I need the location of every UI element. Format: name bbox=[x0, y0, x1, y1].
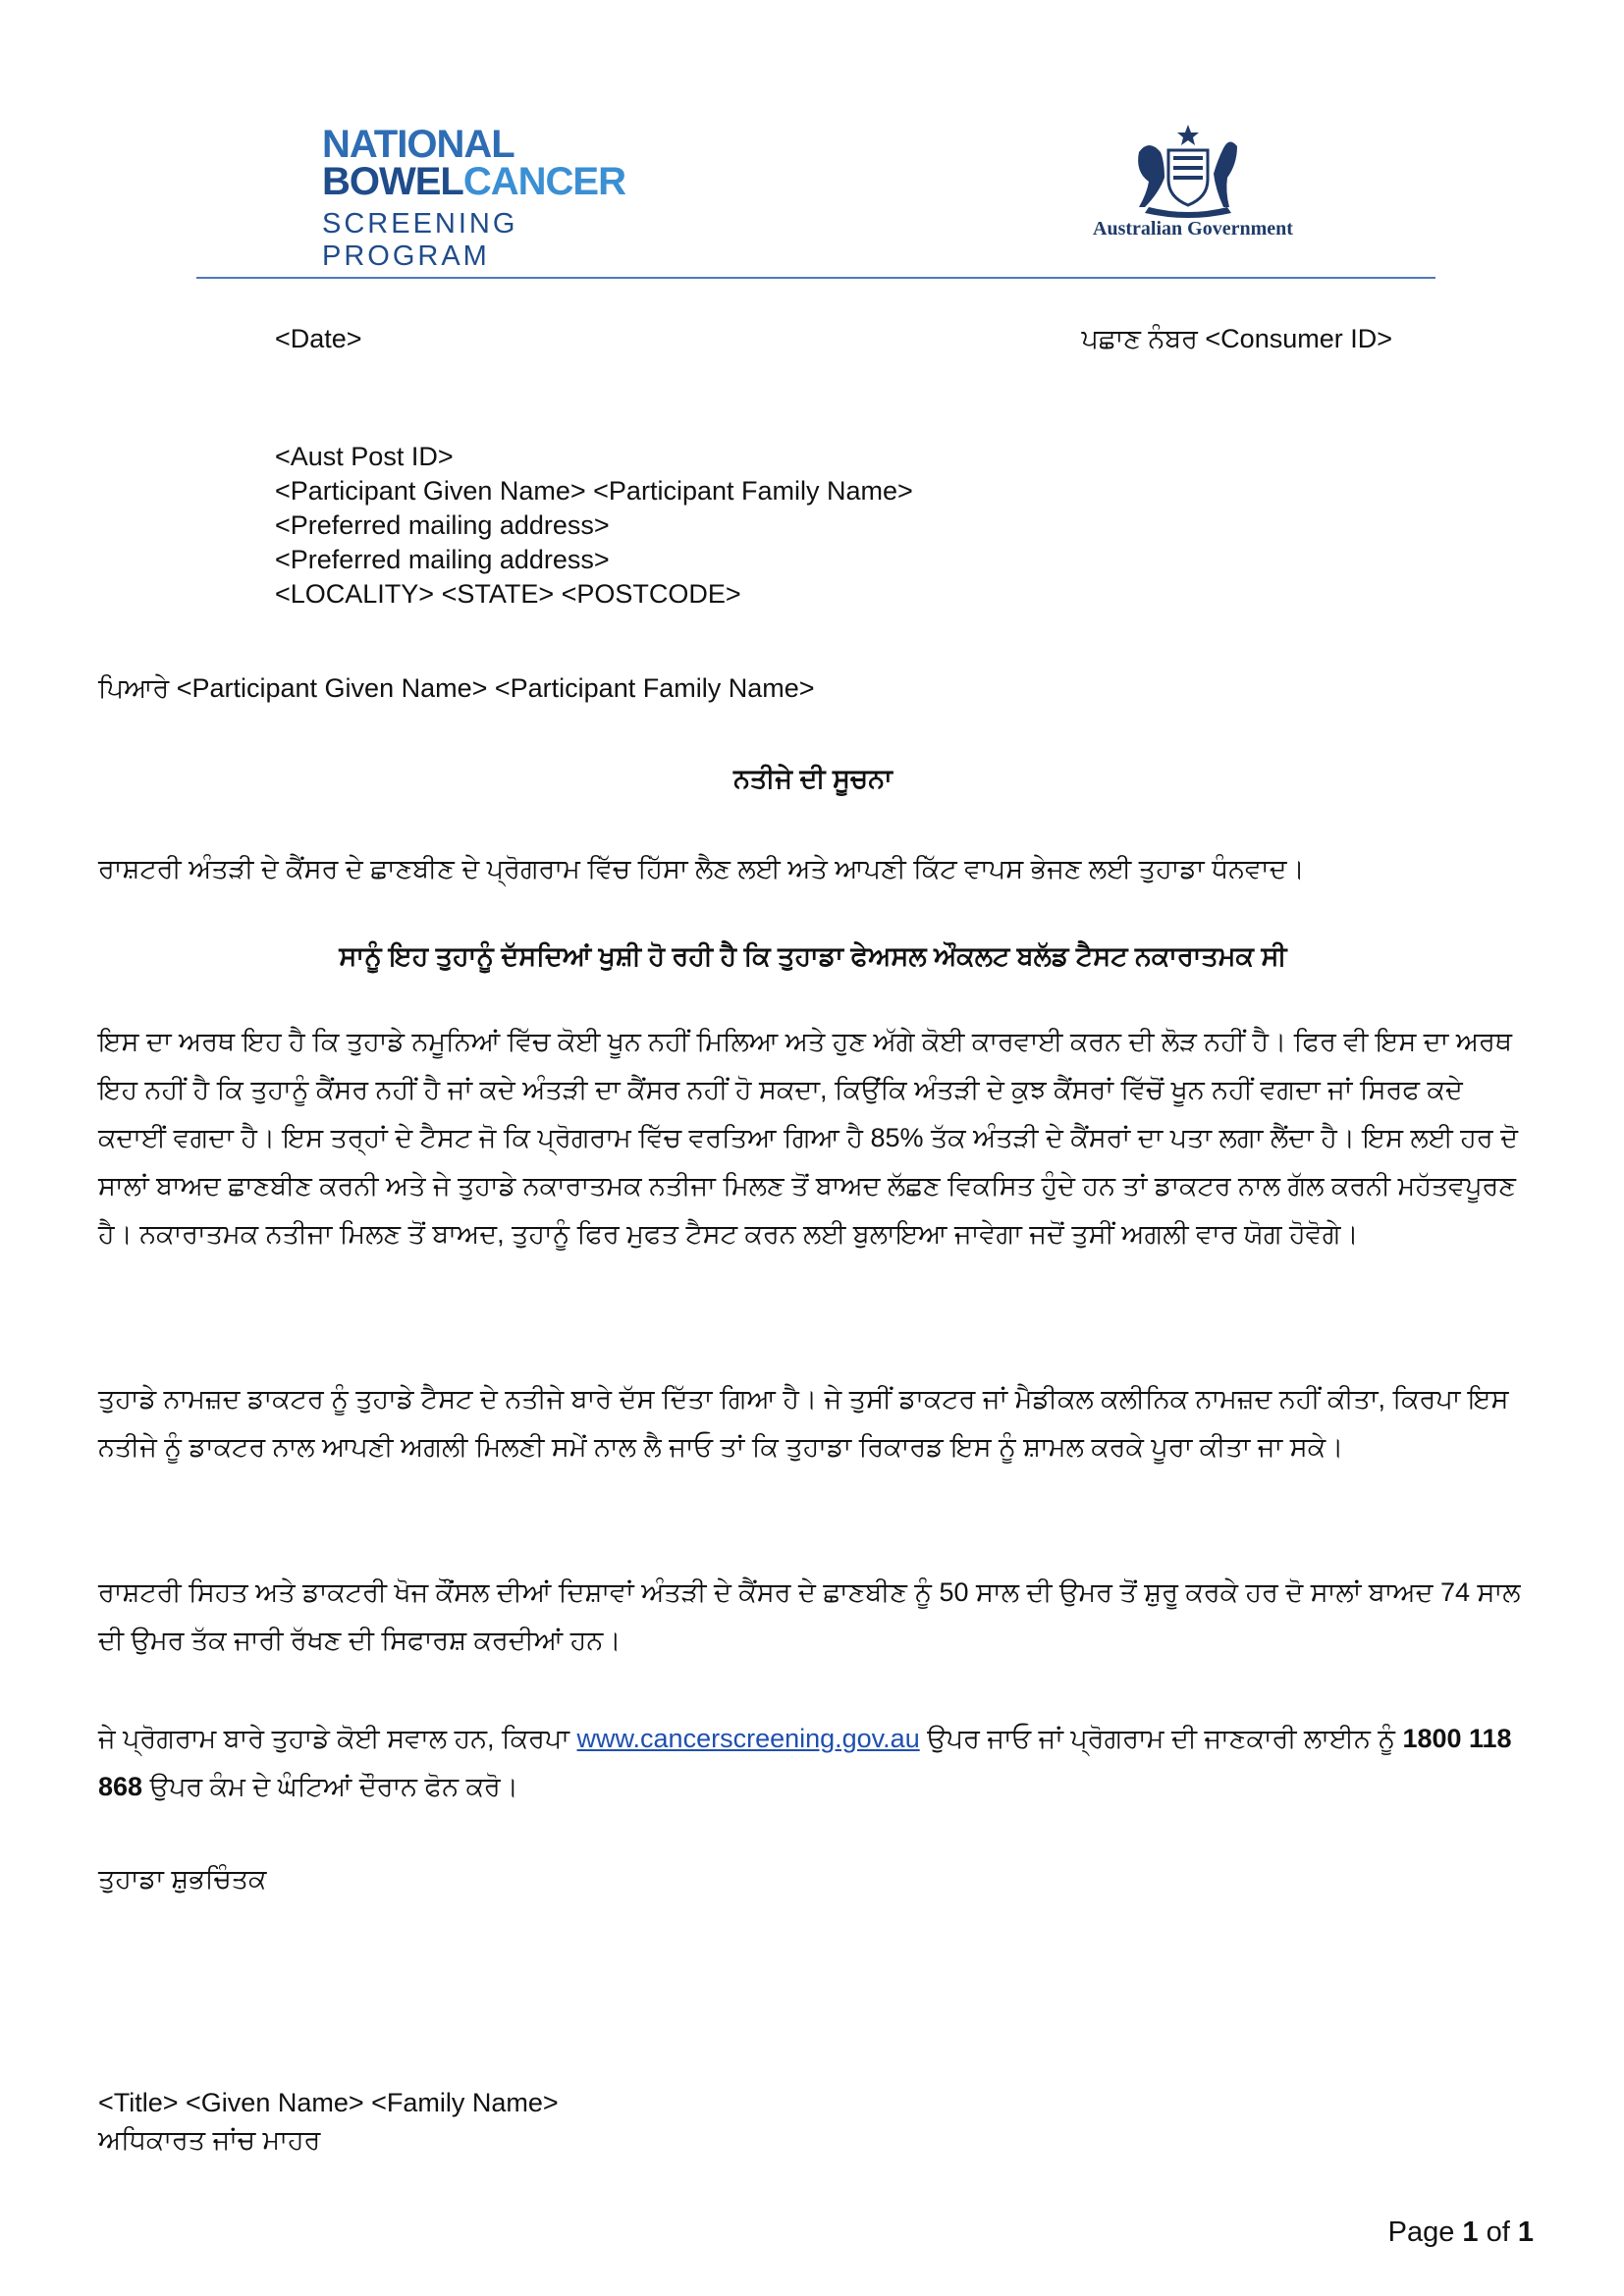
page-label: Page bbox=[1387, 2216, 1463, 2248]
logo-line-2a: BOWEL bbox=[322, 160, 463, 203]
body-paragraph-1: ਇਸ ਦਾ ਅਰਥ ਇਹ ਹੈ ਕਿ ਤੁਹਾਡੇ ਨਮੂਨਿਆਂ ਵਿੱਚ ਕੋਈ ਖੂਨ ਨਹੀਂ ਮਿਲਿਆ ਅਤੇ ਹੁਣ ਅੱਗੇ ਕੋਈ ਕਾਰਵਾਈ ਕਰਨ ਦੀ ਲੋੜ ਨਹੀਂ ਹੈ। ਫਿਰ ਵੀ ਇਸ ਦਾ ਅਰਥ ਇਹ ਨਹੀਂ ਹੈ ਕਿ ਤੁਹਾਨੂੰ ਕੈਂਸਰ ਨਹੀਂ ਹੈ ਜਾਂ ਕਦੇ ਅੰਤੜੀ ਦਾ ਕੈਂਸਰ ਨਹੀਂ ਹੋ ਸਕਦਾ, ਕਿਉਂਕਿ ਅੰਤੜੀ ਦੇ ਕੁਝ ਕੈਂਸਰਾਂ ਵਿੱਚੋਂ ਖੂਨ ਨਹੀਂ ਵਗਦਾ ਜਾਂ ਸਿਰਫ ਕਦੇ ਕਦਾਈਂ ਵਗਦਾ ਹੈ। ਇਸ ਤਰ੍ਹਾਂ ਦੇ ਟੈਸਟ ਜੋ ਕਿ ਪ੍ਰੋਗਰਾਮ ਵਿੱਚ ਵਰਤਿਆ ਗਿਆ ਹੈ 85% ਤੱਕ ਅੰਤੜੀ ਦੇ ਕੈਂਸਰਾਂ ਦਾ ਪਤਾ ਲਗਾ ਲੈਂਦਾ ਹੈ। ਇਸ ਲਈ ਹਰ ਦੋ ਸਾਲਾਂ ਬਾਅਦ ਛਾਣਬੀਣ ਕਰਨੀ ਅਤੇ ਜੇ ਤੁਹਾਡੇ ਨਕਾਰਾਤਮਕ ਨਤੀਜਾ ਮਿਲਣ ਤੋਂ ਬਾਅਦ ਲੱਛਣ ਵਿਕਸਿਤ ਹੁੰਦੇ ਹਨ ਤਾਂ ਡਾਕਟਰ ਨਾਲ ਗੱਲ ਕਰਨੀ ਮਹੱਤਵਪੂਰਣ ਹੈ। ਨਕਾਰਾਤਮਕ ਨਤੀਜਾ ਮਿਲਣ ਤੋਂ ਬਾਅਦ, ਤੁਹਾਨੂੰ ਫਿਰ ਮੁਫਤ ਟੈਸਟ ਕਰਨ ਲਈ ਬੁਲਾਇਆ ਜਾਵੇਗਾ ਜਦੋਂ ਤੁਸੀਂ ਅਗਲੀ ਵਾਰ ਯੋਗ ਹੋਵੋਗੇ। bbox=[98, 1027, 1518, 1249]
page-total: 1 bbox=[1517, 2216, 1534, 2248]
logo-line-2 bbox=[322, 160, 695, 203]
address-block bbox=[275, 440, 913, 612]
para4-text: ਉਪਰ ਜਾਓ ਜਾਂ ਪ੍ਰੋਗਰਾਮ ਦੀ ਜਾਣਕਾਰੀ ਲਾਈਨ ਨੂੰ bbox=[919, 1724, 1403, 1753]
page-number bbox=[1388, 2216, 1534, 2249]
header-divider bbox=[196, 277, 1435, 279]
salutation: ਪਿਆਰੇ <Participant Given Name> <Participant Family Name> bbox=[98, 673, 815, 703]
phone-number: 1800 118 868 bbox=[98, 1724, 1512, 1801]
logo-line-2b: CANCER bbox=[462, 160, 625, 203]
address-line: <Preferred mailing address> bbox=[275, 545, 610, 574]
consumer-id: ਪਛਾਣ ਨੰਬਰ <Consumer ID> bbox=[1081, 324, 1392, 353]
website-link[interactable]: www.cancerscreening.gov.au bbox=[576, 1724, 920, 1753]
para4-text: ਜੇ ਪ੍ਰੋਗਰਾਮ ਬਾਰੇ ਤੁਹਾਡੇ ਕੋਈ ਸਵਾਲ ਹਨ, ਕਿਰਪਾ bbox=[98, 1724, 577, 1753]
para4-text: ਉਪਰ ਕੰਮ ਦੇ ਘੰਟਿਆਂ ਦੌਰਾਨ ਫੋਨ ਕਰੋ। bbox=[142, 1772, 518, 1801]
body-paragraph-3: ਰਾਸ਼ਟਰੀ ਸਿਹਤ ਅਤੇ ਡਾਕਟਰੀ ਖੋਜ ਕੌਂਸਲ ਦੀਆਂ ਦਿਸ਼ਾਵਾਂ ਅੰਤੜੀ ਦੇ ਕੈਂਸਰ ਦੇ ਛਾਣਬੀਣ ਨੂੰ 50 ਸਾਲ ਦੀ ਉਮਰ ਤੋਂ ਸ਼ੁਰੂ ਕਰਕੇ ਹਰ ਦੋ ਸਾਲਾਂ ਬਾਅਦ 74 ਸਾਲ ਦੀ ਉਮਰ ਤੱਕ ਜਾਰੀ ਰੱਖਣ ਦੀ ਸਿਫਾਰਸ਼ ਕਰਦੀਆਂ ਹਨ। bbox=[98, 1577, 1521, 1655]
page-of-label: of bbox=[1478, 2216, 1518, 2248]
closing: ਤੁਹਾਡਾ ਸ਼ੁਭਚਿੰਤਕ bbox=[98, 1864, 267, 1894]
signatory-name: <Title> <Given Name> <Family Name> bbox=[98, 2088, 559, 2117]
government-label: Australian Government bbox=[1093, 218, 1293, 240]
date-field: <Date> bbox=[275, 324, 362, 353]
page-current: 1 bbox=[1462, 2216, 1479, 2248]
address-line: <Aust Post ID> bbox=[275, 442, 454, 471]
logo-line-3: SCREENING PROGRAM bbox=[322, 208, 518, 272]
signatory-role: ਅਧਿਕਾਰਤ ਜਾਂਚ ਮਾਹਰ bbox=[98, 2125, 321, 2155]
thanks-paragraph: ਰਾਸ਼ਟਰੀ ਅੰਤੜੀ ਦੇ ਕੈਂਸਰ ਦੇ ਛਾਣਬੀਣ ਦੇ ਪ੍ਰੋਗਰਾਮ ਵਿੱਚ ਹਿੱਸਾ ਲੈਣ ਲਈ ਅਤੇ ਆਪਣੀ ਕਿੱਟ ਵਾਪਸ ਭੇਜਣ ਲਈ ਤੁਹਾਡਾ ਧੰਨਵਾਦ। bbox=[98, 854, 1305, 883]
address-line: <Preferred mailing address> bbox=[275, 510, 610, 540]
letter-heading: ਨਤੀਜੇ ਦੀ ਸੂਚਨਾ bbox=[733, 764, 893, 793]
result-heading: ਸਾਨੂੰ ਇਹ ਤੁਹਾਨੂੰ ਦੱਸਦਿਆਂ ਖੁਸ਼ੀ ਹੋ ਰਹੀ ਹੈ ਕਿ ਤੁਹਾਡਾ ਫੇਅਸਲ ਔਕਲਟ ਬਲੱਡ ਟੈਸਟ ਨਕਾਰਾਤਮਕ ਸੀ bbox=[339, 941, 1287, 971]
address-line: <LOCALITY> <STATE> <POSTCODE> bbox=[275, 579, 741, 609]
body-paragraph-2: ਤੁਹਾਡੇ ਨਾਮਜ਼ਦ ਡਾਕਟਰ ਨੂੰ ਤੁਹਾਡੇ ਟੈਸਟ ਦੇ ਨਤੀਜੇ ਬਾਰੇ ਦੱਸ ਦਿੱਤਾ ਗਿਆ ਹੈ। ਜੇ ਤੁਸੀਂ ਡਾਕਟਰ ਜਾਂ ਮੈਡੀਕਲ ਕਲੀਨਿਕ ਨਾਮਜ਼ਦ ਨਹੀਂ ਕੀਤਾ, ਕਿਰਪਾ ਇਸ ਨਤੀਜੇ ਨੂੰ ਡਾਕਟਰ ਨਾਲ ਆਪਣੀ ਅਗਲੀ ਮਿਲਣੀ ਸਮੇਂ ਨਾਲ ਲੈ ਜਾਓ ਤਾਂ ਕਿ ਤੁਹਾਡਾ ਰਿਕਾਰਡ ਇਸ ਨੂੰ ਸ਼ਾਮਲ ਕਰਕੇ ਪੂਰਾ ਕੀਤਾ ਜਾ ਸਕੇ। bbox=[98, 1384, 1509, 1462]
coat-of-arms-icon bbox=[1119, 123, 1257, 221]
body-paragraph-4 bbox=[98, 1715, 1528, 1811]
program-logo bbox=[322, 123, 695, 272]
logo-line-1: NATIONAL bbox=[322, 123, 514, 166]
address-line: <Participant Given Name> <Participant Family Name> bbox=[275, 476, 913, 506]
